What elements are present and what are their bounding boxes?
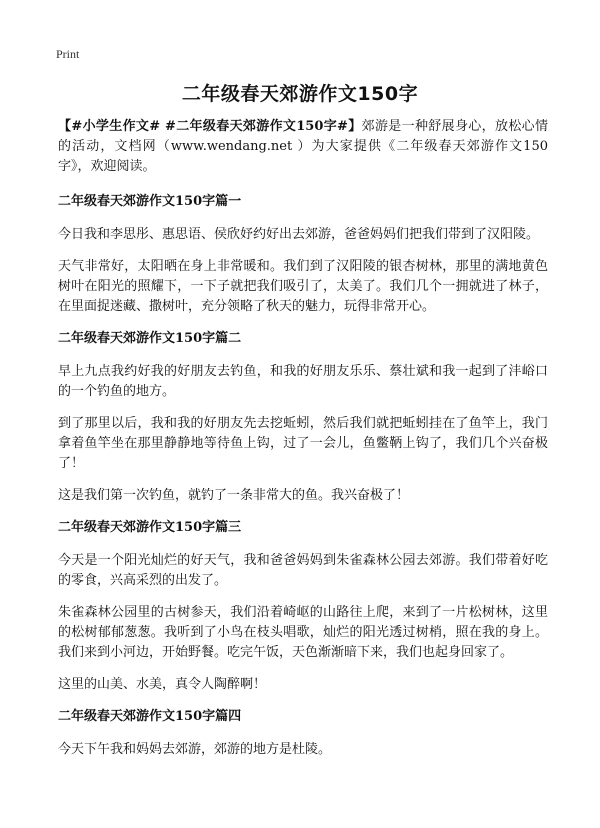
- section-paragraph: 天气非常好，太阳晒在身上非常暖和。我们到了汉阳陵的银杏树林，那里的满地黄色树叶在阳光的照耀下，一下子就把我们吸引了，太美了。我们几个一拥就进了林子，在里面捉迷藏、撒树叶，充分领略了秋天的魅力，玩得非常开心。: [58, 259, 548, 314]
- page-title: 二年级春天郊游作文150字: [181, 83, 419, 105]
- section-paragraph: 这里的山美、水美，真令人陶醉啊！: [58, 677, 267, 692]
- intro-text: 郊游是一种舒展身心，放松心情的活动，文档网（www.wendang.net ）为大家提供《二年级春天郊游作文150字》，欢迎阅读。: [58, 119, 548, 174]
- section-heading: 二年级春天郊游作文150字篇二: [58, 331, 242, 346]
- section-heading: 二年级春天郊游作文150字篇一: [58, 194, 242, 209]
- intro-tag-line: 【#小学生作文# #二年级春天郊游作文150字#】: [58, 119, 362, 134]
- section-paragraph: 今天下午我和妈妈去郊游，郊游的地方是杜陵。: [58, 742, 332, 757]
- section-heading: 二年级春天郊游作文150字篇四: [58, 709, 242, 724]
- section-paragraph: 今天是一个阳光灿烂的好天气，我和爸爸妈妈到朱雀森林公园去郊游。我们带着好吃的零食，兴高采烈的出发了。: [58, 553, 548, 588]
- article-body: [58, 117, 548, 772]
- section-paragraph: 今日我和李思彤、惠思语、侯欣妤约好出去郊游，爸爸妈妈们把我们带到了汉阳陵。: [58, 227, 540, 242]
- section-paragraph: 朱雀森林公园里的古树参天，我们沿着崎岖的山路往上爬，来到了一片松树林，这里的松树郁郁葱葱。我听到了小鸟在枝头唱歌，灿烂的阳光透过树梢，照在我的身上。我们来到小河边，开始野餐。吃完午饭，天色渐渐暗下来，我们也起身回家了。: [58, 605, 548, 660]
- intro-paragraph: [58, 117, 548, 177]
- section-paragraph: 这是我们第一次钓鱼，就钓了一条非常大的鱼。我兴奋极了！: [58, 488, 410, 503]
- section-heading: 二年级春天郊游作文150字篇三: [58, 520, 242, 535]
- print-label: Print: [56, 47, 80, 61]
- section-paragraph: 早上九点我约好我的好朋友去钓鱼，和我的好朋友乐乐、蔡壮斌和我一起到了沣峪口的一个钓鱼的地方。: [58, 364, 548, 399]
- section-paragraph: 到了那里以后，我和我的好朋友先去挖蚯蚓，然后我们就把蚯蚓挂在了鱼竿上，我门拿着鱼竿坐在那里静静地等待鱼上钩，过了一会儿，鱼鳖鞆上钩了，我们几个兴奋极了！: [58, 416, 548, 471]
